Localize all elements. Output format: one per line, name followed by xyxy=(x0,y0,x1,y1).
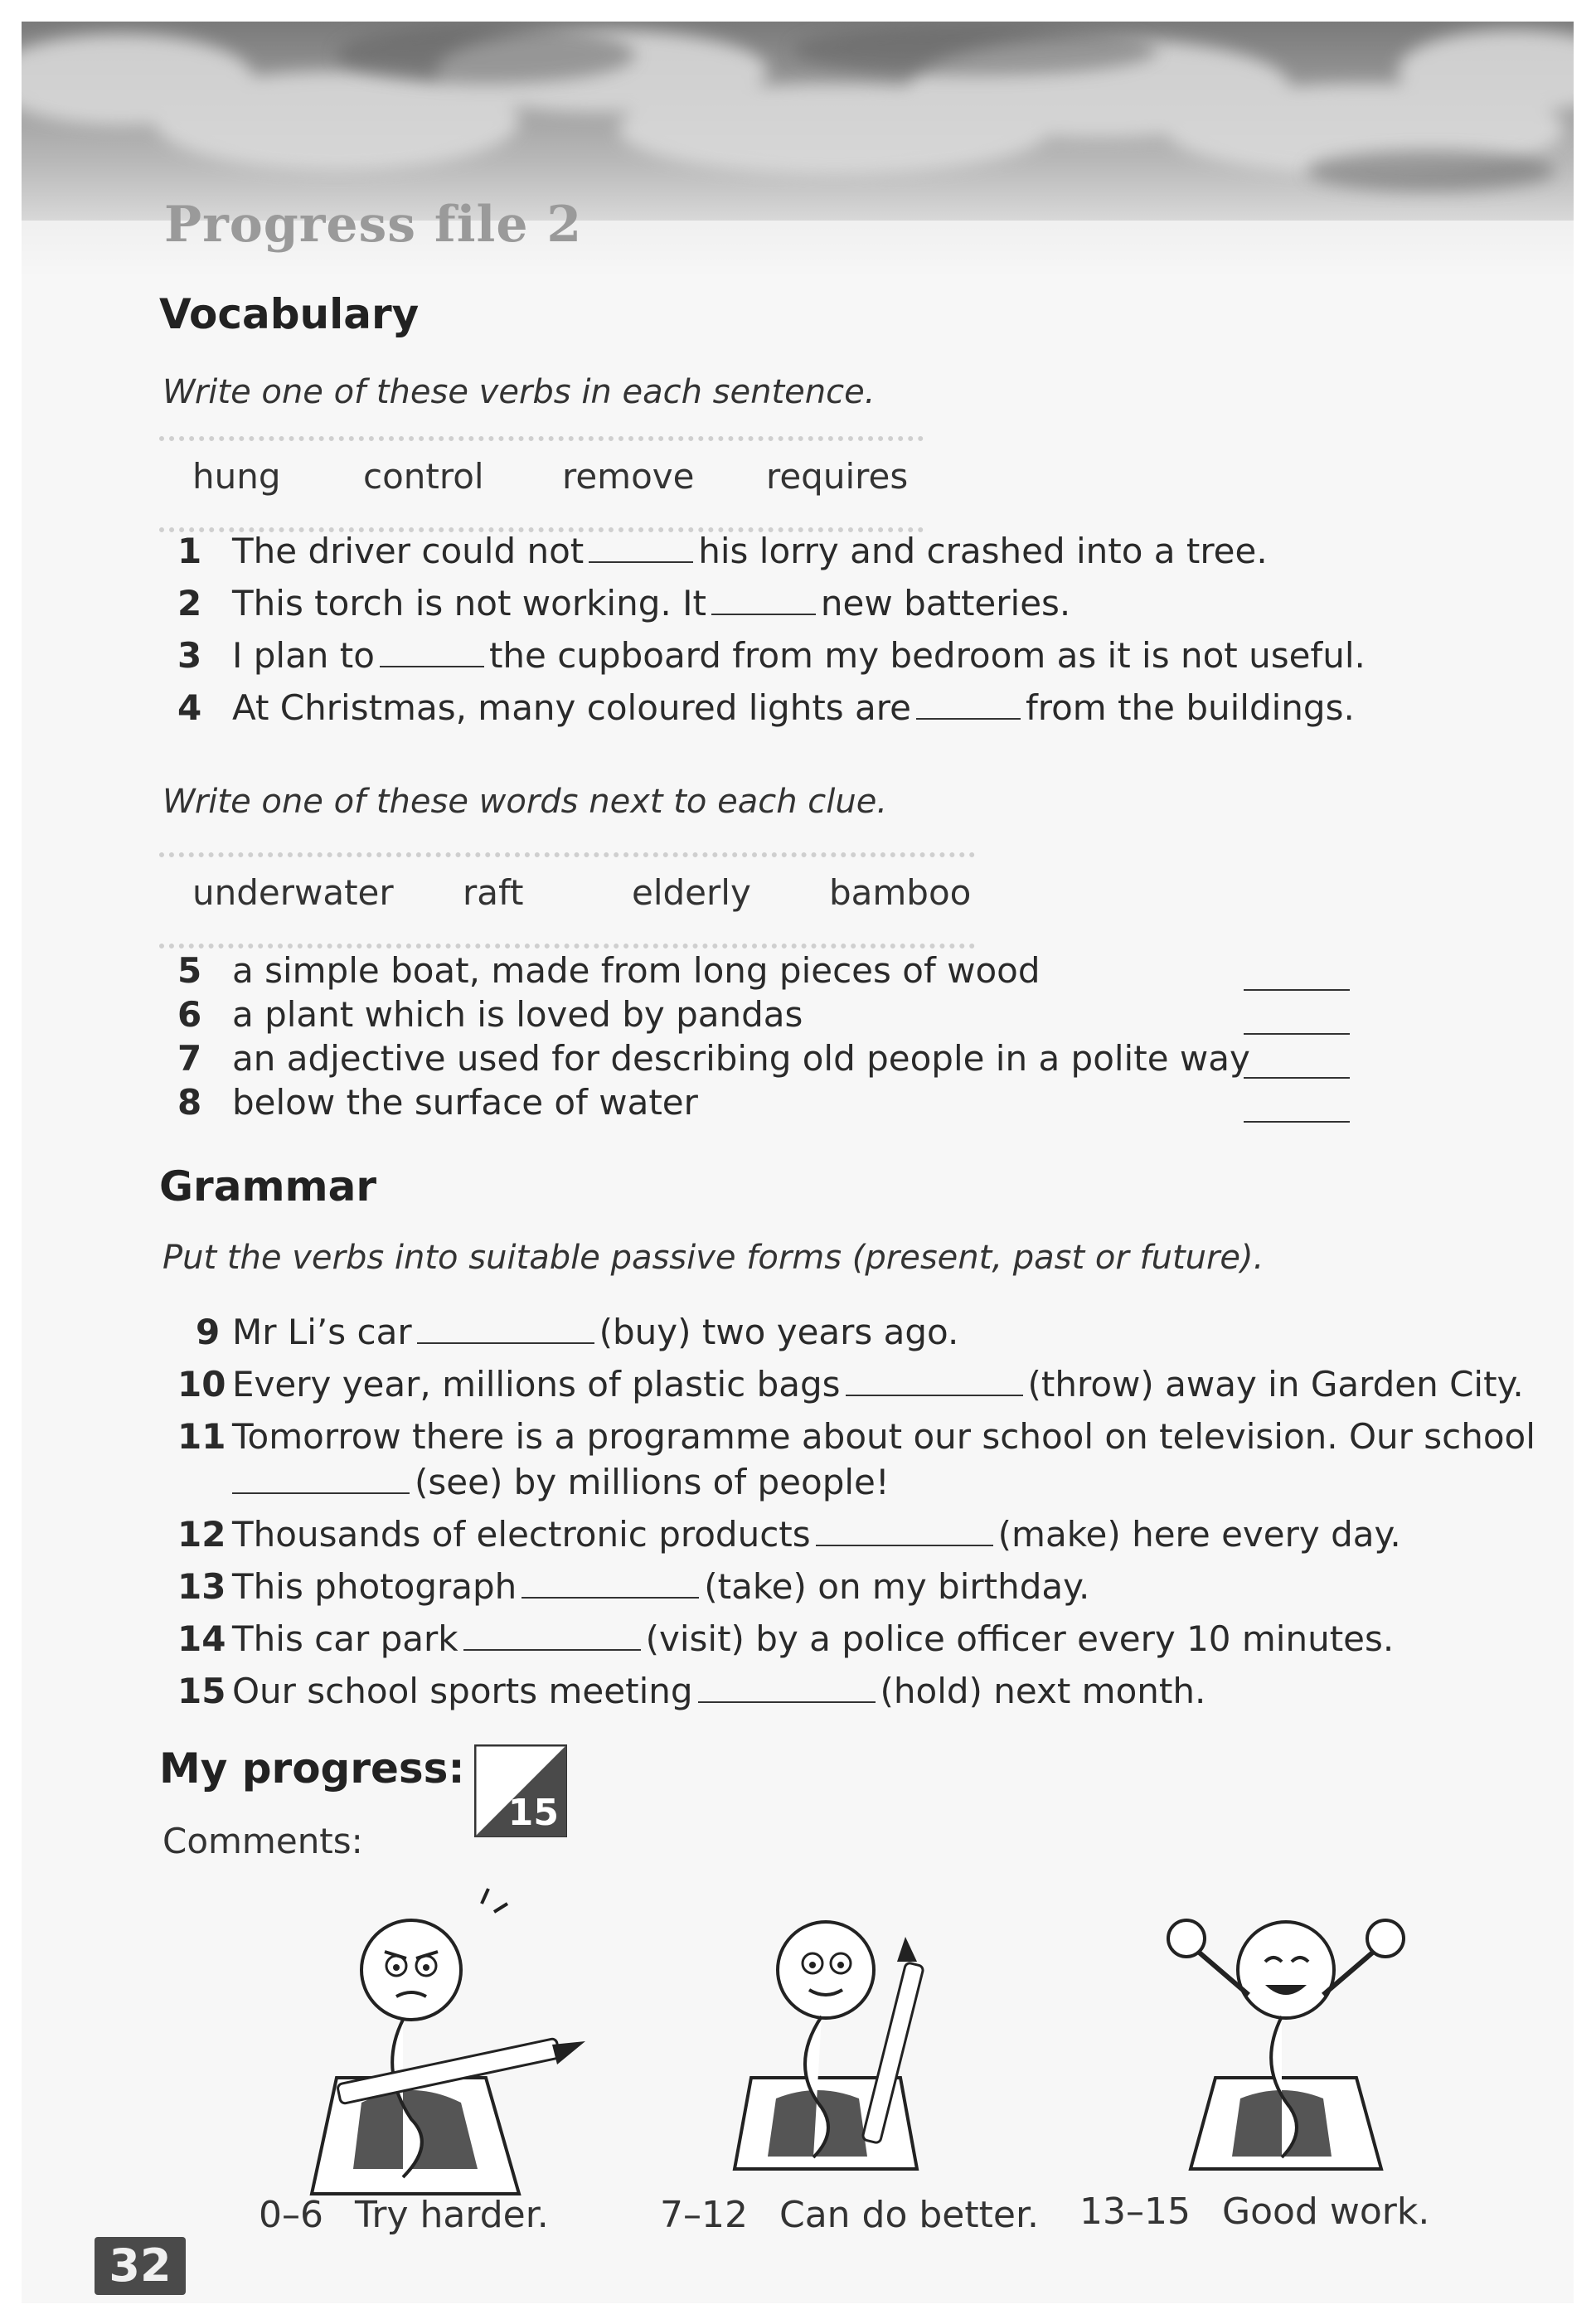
question-text: (take) on my birthday. xyxy=(704,1566,1090,1607)
answer-blank[interactable] xyxy=(463,1648,641,1651)
question-text: I plan to xyxy=(232,635,375,676)
page-number: 32 xyxy=(95,2237,186,2295)
answer-blank[interactable] xyxy=(589,560,693,563)
question-text: (buy) two years ago. xyxy=(599,1312,959,1352)
question-text: Tomorrow there is a programme about our school on television. Our school xyxy=(232,1416,1535,1457)
question-text: (throw) away in Garden City. xyxy=(1027,1364,1524,1405)
word-option: remove xyxy=(562,456,695,497)
question-text: This photograph xyxy=(232,1566,517,1607)
level-high xyxy=(1079,2191,1429,2233)
clue-text: an adjective used for describing old people in a polite way xyxy=(232,1038,1250,1079)
question-text: (make) here every day. xyxy=(997,1514,1401,1555)
question-number: 14 xyxy=(177,1618,226,1659)
answer-blank[interactable] xyxy=(1244,1120,1350,1123)
vocabulary-heading: Vocabulary xyxy=(159,290,420,338)
workbook-page xyxy=(22,22,1574,2303)
question-text: his lorry and crashed into a tree. xyxy=(698,531,1268,571)
score-total: 15 xyxy=(507,1792,559,1834)
question-text: new batteries. xyxy=(820,583,1071,623)
level-range: 7–12 xyxy=(660,2194,748,2236)
question-number: 3 xyxy=(177,635,202,676)
frustrated-key-character-icon xyxy=(303,1887,602,2202)
question-text: This torch is not working. It xyxy=(232,583,706,623)
grammar-instruction: Put the verbs into suitable passive forms (present, past or future). xyxy=(163,1239,1264,1277)
vocabulary-instruction-2: Write one of these words next to each clue. xyxy=(163,783,888,821)
clue-text: a plant which is loved by pandas xyxy=(232,994,803,1035)
level-range: 13–15 xyxy=(1079,2191,1191,2233)
level-range: 0–6 xyxy=(259,2194,323,2236)
answer-blank[interactable] xyxy=(1244,1032,1350,1035)
question-number: 10 xyxy=(177,1364,226,1405)
question-text: (visit) by a police officer every 10 minutes. xyxy=(645,1618,1395,1659)
clue-word-box xyxy=(159,852,975,949)
question-text: Thousands of electronic products xyxy=(232,1514,811,1555)
word-option: raft xyxy=(463,872,524,913)
answer-blank[interactable] xyxy=(698,1701,876,1703)
level-label: Good work. xyxy=(1221,2191,1430,2233)
word-option: underwater xyxy=(192,872,394,913)
level-medium xyxy=(660,2194,1039,2236)
page-title: Progress file 2 xyxy=(164,196,583,254)
question-number: 11 xyxy=(177,1416,226,1457)
answer-blank[interactable] xyxy=(846,1394,1023,1396)
level-label: Can do better. xyxy=(779,2194,1039,2236)
question-number: 15 xyxy=(177,1671,226,1711)
question-number: 4 xyxy=(177,687,202,728)
question-text: (hold) next month. xyxy=(880,1671,1206,1711)
question-number: 1 xyxy=(177,531,202,571)
question-text: At Christmas, many coloured lights are xyxy=(232,687,911,728)
answer-blank[interactable] xyxy=(232,1492,410,1494)
thinking-key-character-icon xyxy=(718,1887,967,2186)
word-option: control xyxy=(363,456,484,497)
level-label: Try harder. xyxy=(355,2194,549,2236)
question-number: 5 xyxy=(177,950,202,991)
question-number: 12 xyxy=(177,1514,226,1555)
question-number: 13 xyxy=(177,1566,226,1607)
progress-heading: My progress: xyxy=(159,1744,465,1793)
level-low xyxy=(259,2194,549,2236)
word-option: hung xyxy=(192,456,281,497)
question-text: (see) by millions of people! xyxy=(415,1462,890,1502)
question-text: The driver could not xyxy=(232,531,585,571)
clue-text: a simple boat, made from long pieces of wood xyxy=(232,950,1041,991)
question-text: Our school sports meeting xyxy=(232,1671,693,1711)
answer-blank[interactable] xyxy=(711,613,816,615)
answer-blank[interactable] xyxy=(417,1342,594,1344)
grammar-heading: Grammar xyxy=(159,1162,377,1211)
question-text: This car park xyxy=(232,1618,458,1659)
happy-key-character-icon xyxy=(1149,1887,1423,2186)
comments-label: Comments: xyxy=(163,1821,363,1861)
question-text: the cupboard from my bedroom as it is not useful. xyxy=(488,635,1366,676)
question-number: 9 xyxy=(196,1312,221,1352)
verb-word-box xyxy=(159,436,924,532)
question-number: 7 xyxy=(177,1038,202,1079)
question-number: 8 xyxy=(177,1082,202,1123)
word-option: elderly xyxy=(632,872,751,913)
answer-blank[interactable] xyxy=(1244,1076,1350,1079)
question-text: Mr Li’s car xyxy=(232,1312,412,1352)
clue-text: below the surface of water xyxy=(232,1082,698,1123)
vocabulary-instruction-1: Write one of these verbs in each sentence. xyxy=(163,373,876,411)
question-number: 6 xyxy=(177,994,202,1035)
question-text: Every year, millions of plastic bags xyxy=(232,1364,841,1405)
answer-blank[interactable] xyxy=(916,717,1021,720)
answer-blank[interactable] xyxy=(816,1544,993,1546)
question-text: from the buildings. xyxy=(1025,687,1355,728)
word-option: requires xyxy=(766,456,909,497)
answer-blank[interactable] xyxy=(1244,988,1350,991)
answer-blank[interactable] xyxy=(380,665,484,667)
score-box[interactable] xyxy=(474,1744,567,1837)
question-number: 2 xyxy=(177,583,202,623)
answer-blank[interactable] xyxy=(521,1596,699,1599)
word-option: bamboo xyxy=(829,872,972,913)
